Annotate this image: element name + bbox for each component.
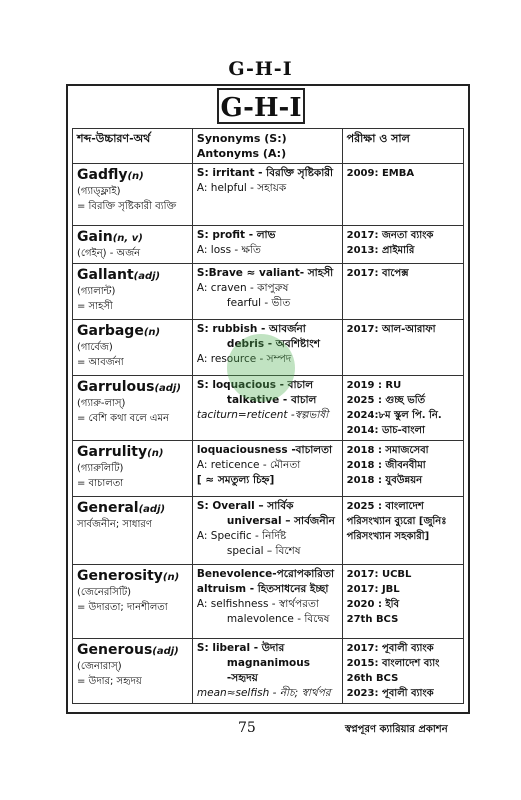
word-cell: [73, 497, 193, 565]
meaning: = আবর্জনা: [77, 357, 124, 368]
exam-cell: [342, 264, 463, 320]
pronunciation: (গ্যারুলিটি): [77, 463, 124, 474]
synonym-antonym-line: malevolence - বিদ্বেষ: [226, 613, 330, 625]
synonym-antonym-line: S: loquacious - বাচাল: [196, 379, 314, 391]
exam-cell: [342, 639, 463, 704]
table-row: [73, 164, 464, 226]
synonym-antonym-cell: [192, 441, 342, 497]
synonym-antonym-line: S: rubbish - আবর্জনা: [196, 323, 306, 335]
word-cell: [73, 565, 193, 639]
exam-entry: 2025 : গুচ্ছ ভর্তি: [346, 395, 426, 406]
header-synonyms: Synonyms (S:): [196, 132, 287, 145]
headword: Gain: [77, 229, 113, 245]
exam-entry: 2015: বাংলাদেশ ব্যাং: [346, 658, 440, 669]
pronunciation: (জেনারাস্): [77, 661, 122, 672]
synonym-antonym-line: [ ≈ সমতুল্য চিহ্ন]: [196, 474, 275, 486]
table-row: [73, 226, 464, 264]
exam-entry: 2018 : জীবনবীমা: [346, 460, 426, 471]
part-of-speech: (n, v): [112, 233, 143, 244]
synonym-antonym-line: magnanimous -সহৃদয়: [226, 657, 310, 684]
exam-entry: 2018 : সমাজসেবা: [346, 445, 429, 456]
exam-entry: 2014: ডাচ-বাংলা: [346, 425, 425, 436]
exam-entry: 2023: পূবালী ব্যাংক: [346, 688, 434, 699]
synonym-antonym-line: S: Overall – সার্বিক: [196, 500, 294, 512]
header-antonyms: Antonyms (A:): [196, 147, 287, 160]
word-cell: [73, 639, 193, 704]
exam-cell: [342, 226, 463, 264]
word-cell: [73, 164, 193, 226]
watermark-logo: [227, 334, 295, 402]
headword: General: [77, 500, 139, 516]
exam-entry: 27th BCS: [346, 614, 399, 625]
pronunciation: (গ্যাড্ফ্লাই): [77, 186, 121, 197]
exam-entry: 2017: পূবালী ব্যাংক: [346, 643, 434, 654]
synonym-antonym-line: A: selfishness - স্বার্থপরতা: [196, 598, 319, 610]
exam-entry: 2024:৮ম স্কুল পি. নি.: [346, 410, 442, 421]
exam-cell: [342, 164, 463, 226]
synonym-antonym-line: A: craven - কাপুরুষ: [196, 282, 289, 294]
headword: Gallant: [77, 267, 134, 283]
synonym-antonym-line: universal – সার্বজনীন: [226, 515, 335, 527]
pronunciation: (গেইন্) - অর্জন: [77, 248, 141, 259]
exam-cell: [342, 320, 463, 376]
vocabulary-table: [72, 128, 464, 704]
synonym-antonym-cell: [192, 226, 342, 264]
section-title-box: G-H-I: [217, 88, 305, 124]
table-header-row: [73, 129, 464, 164]
headword: Garrulous: [77, 379, 155, 395]
exam-entry: 2009: EMBA: [346, 168, 415, 179]
part-of-speech: (adj): [154, 383, 181, 394]
synonym-antonym-line: mean≈selfish - নীচ; স্বার্থপর: [196, 687, 331, 699]
synonym-antonym-line: A: resource - সম্পদ: [196, 353, 292, 365]
table-row: [73, 565, 464, 639]
exam-entry: 2017: জনতা ব্যাংক: [346, 230, 434, 241]
part-of-speech: (adj): [133, 271, 161, 282]
publisher-name: স্বপ্নপূরণ ক্যারিয়ার প্রকাশন: [345, 724, 448, 735]
meaning: = উদার; সহৃদয়: [77, 676, 142, 687]
table-row: [73, 264, 464, 320]
page-title: G-H-I: [228, 58, 293, 80]
exam-cell: [342, 497, 463, 565]
synonym-antonym-line: Benevolence-পরোপকারিতা: [196, 568, 334, 580]
exam-cell: [342, 441, 463, 497]
word-cell: [73, 264, 193, 320]
synonym-antonym-line: fearful - ভীত: [226, 297, 291, 309]
headword: Generous: [77, 642, 153, 658]
word-cell: [73, 376, 193, 441]
exam-entry: 2013: প্রাইমারি: [346, 245, 415, 256]
pronunciation: (গ্যারু-লাস্): [77, 398, 126, 409]
exam-entry: 2017: বাপেক্স: [346, 268, 409, 279]
part-of-speech: (n): [162, 572, 180, 583]
synonym-antonym-line: S: profit - লাভ: [196, 229, 276, 241]
word-cell: [73, 320, 193, 376]
synonym-antonym-line: altruism - হিতসাধনের ইচ্ছা: [196, 583, 329, 595]
word-cell: [73, 441, 193, 497]
headword: Garrulity: [77, 444, 148, 460]
exam-cell: [342, 376, 463, 441]
meaning: = বেশি কথা বলে এমন: [77, 413, 170, 424]
exam-entry: 2025 : বাংলাদেশ: [346, 501, 424, 512]
table-row: [73, 441, 464, 497]
synonym-antonym-line: S: irritant - বিরক্তি সৃষ্টিকারী: [196, 167, 334, 179]
table-row: [73, 497, 464, 565]
synonym-antonym-cell: [192, 639, 342, 704]
synonym-antonym-line: talkative - বাচাল: [226, 394, 317, 406]
exam-entry: 2017: আল-আরাফা: [346, 324, 436, 335]
part-of-speech: (n): [147, 448, 164, 459]
part-of-speech: (n): [143, 327, 161, 338]
synonym-antonym-line: A: Specific - নির্দিষ্ট: [196, 530, 287, 542]
synonym-antonym-line: taciturn=reticent -স্বল্পভাষী: [196, 409, 329, 421]
synonym-antonym-cell: [192, 264, 342, 320]
word-cell: [73, 226, 193, 264]
synonym-antonym-cell: [192, 497, 342, 565]
meaning: = বাচালতা: [77, 478, 124, 489]
part-of-speech: (adj): [152, 646, 179, 657]
exam-entry: 2019 : RU: [346, 380, 402, 391]
header-word-meaning: শব্দ-উচ্চারণ-অর্থ: [73, 129, 193, 164]
table-row: [73, 639, 464, 704]
part-of-speech: (n): [127, 171, 144, 182]
part-of-speech: (adj): [138, 504, 166, 515]
headword: Garbage: [77, 323, 144, 339]
synonym-antonym-line: A: helpful - সহায়ক: [196, 182, 287, 194]
pronunciation: সার্বজনীন; সাধারণ: [77, 519, 152, 530]
synonym-antonym-cell: [192, 164, 342, 226]
pronunciation: (গ্যালান্ট): [77, 286, 116, 297]
synonym-antonym-line: special – বিশেষ: [226, 545, 301, 557]
synonym-antonym-line: S:Brave ≈ valiant- সাহসী: [196, 267, 334, 279]
synonym-antonym-line: A: loss - ক্ষতি: [196, 244, 261, 256]
meaning: = উদারতা; দানশীলতা: [77, 602, 168, 613]
headword: Gadfly: [77, 167, 128, 183]
exam-entry: 2018 : যুবউন্নয়ন: [346, 475, 423, 486]
pronunciation: (জেনেরসিটি): [77, 587, 132, 598]
header-exam-year: পরীক্ষা ও সাল: [342, 129, 463, 164]
synonym-antonym-line: S: liberal - উদার: [196, 642, 285, 654]
exam-entry: 2017: UCBL: [346, 569, 412, 580]
exam-entry: 2017: JBL: [346, 584, 400, 595]
exam-entry: পরিসংখ্যান সহকারী]: [346, 531, 430, 542]
headword: Generosity: [77, 568, 163, 584]
page-number: 75: [238, 720, 256, 736]
synonym-antonym-cell: [192, 565, 342, 639]
exam-entry: 26th BCS: [346, 673, 399, 684]
synonym-antonym-line: loquaciousness -বাচালতা: [196, 444, 333, 456]
header-synonyms-antonyms: [192, 129, 342, 164]
synonym-antonym-line: A: reticence - মৌনতা: [196, 459, 301, 471]
meaning: = বিরক্তি সৃষ্টিকারী ব্যক্তি: [77, 201, 177, 212]
pronunciation: (গার্বেজ): [77, 342, 113, 353]
meaning: = সাহসী: [77, 301, 113, 312]
exam-entry: পরিসংখ্যান ব্যুরো [জুনিঃ: [346, 516, 447, 527]
table-body: [73, 164, 464, 704]
exam-entry: 2020 : ইবি: [346, 599, 400, 610]
exam-cell: [342, 565, 463, 639]
synonym-antonym-line: debris - অবশিষ্টাংশ: [226, 338, 320, 350]
